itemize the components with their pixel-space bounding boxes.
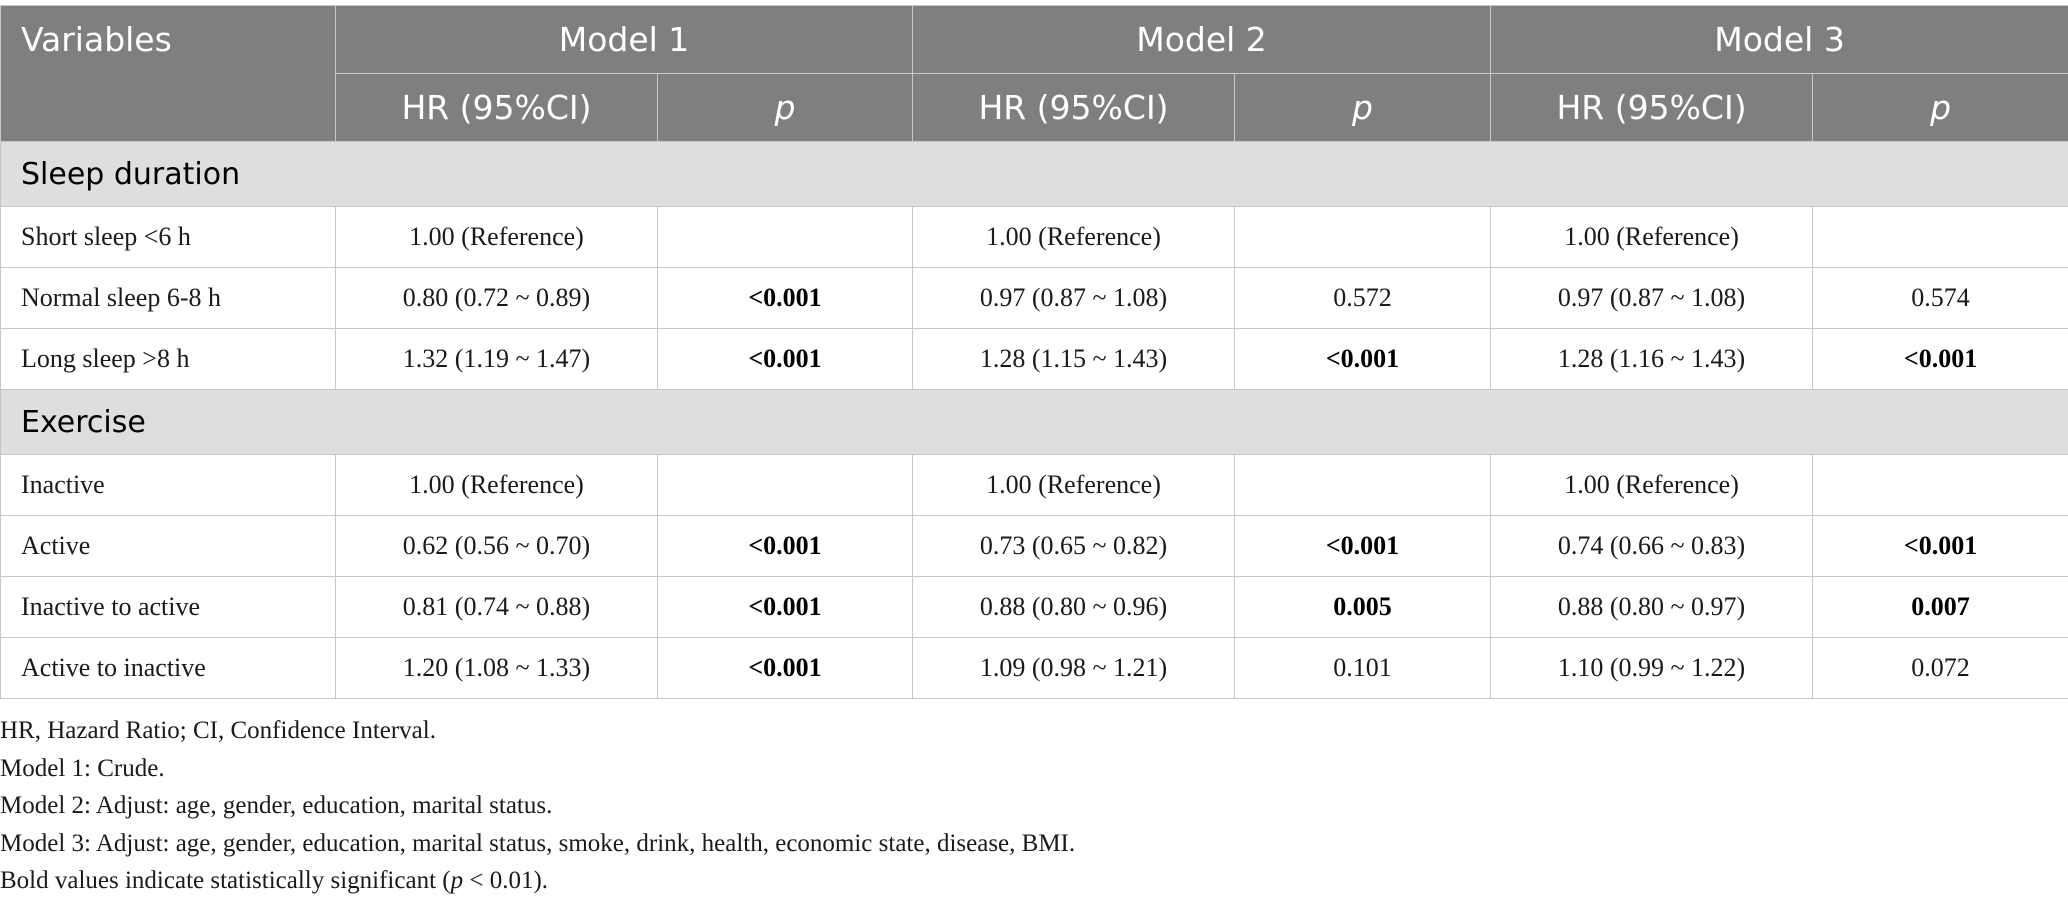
model-1-p-cell (658, 455, 913, 516)
model-1-hr-cell: 1.20 (1.08 ~ 1.33) (336, 638, 658, 699)
row-label: Active (1, 516, 336, 577)
row-label: Long sleep >8 h (1, 329, 336, 390)
header-hr: HR (95%CI) (913, 74, 1235, 142)
model-1-p-cell: <0.001 (658, 577, 913, 638)
model-1-p-cell (658, 207, 913, 268)
results-table (0, 5, 2068, 699)
footnote-abbreviations: HR, Hazard Ratio; CI, Confidence Interval. (0, 717, 436, 744)
footnote-model-2: Model 2: Adjust: age, gender, education, marital status. (0, 792, 553, 819)
table-row (1, 268, 2068, 329)
model-2-p-cell: 0.572 (1235, 268, 1491, 329)
row-label: Inactive to active (1, 577, 336, 638)
model-3-p-cell: 0.072 (1813, 638, 2068, 699)
row-label: Short sleep <6 h (1, 207, 336, 268)
header-hr: HR (95%CI) (1491, 74, 1813, 142)
section-title: Exercise (1, 390, 2068, 455)
section-title: Sleep duration (1, 142, 2068, 207)
model-3-p-cell (1813, 455, 2068, 516)
row-label: Inactive (1, 455, 336, 516)
header-row-models (1, 6, 2068, 74)
model-1-p-cell: <0.001 (658, 329, 913, 390)
model-2-p-cell: 0.005 (1235, 577, 1491, 638)
model-2-hr-cell: 1.28 (1.15 ~ 1.43) (913, 329, 1235, 390)
table-row (1, 577, 2068, 638)
header-hr: HR (95%CI) (336, 74, 658, 142)
model-2-p-cell (1235, 455, 1491, 516)
table-body (1, 142, 2068, 699)
header-p: p (658, 74, 913, 142)
model-2-p-cell: <0.001 (1235, 516, 1491, 577)
model-3-p-cell (1813, 207, 2068, 268)
model-1-p-cell: <0.001 (658, 516, 913, 577)
model-2-hr-cell: 0.97 (0.87 ~ 1.08) (913, 268, 1235, 329)
table-footnotes (0, 712, 1075, 900)
model-1-hr-cell: 0.62 (0.56 ~ 0.70) (336, 516, 658, 577)
model-1-hr-cell: 0.81 (0.74 ~ 0.88) (336, 577, 658, 638)
table-row (1, 455, 2068, 516)
section-row (1, 390, 2068, 455)
model-3-hr-cell: 1.10 (0.99 ~ 1.22) (1491, 638, 1813, 699)
footnote-bold-prefix: Bold values indicate statistically significant ( (0, 867, 451, 894)
model-3-p-cell: <0.001 (1813, 329, 2068, 390)
header-model-1: Model 1 (336, 6, 913, 74)
header-p: p (1813, 74, 2068, 142)
table-row (1, 329, 2068, 390)
model-3-hr-cell: 1.00 (Reference) (1491, 207, 1813, 268)
header-variables: Variables (1, 6, 336, 142)
model-3-hr-cell: 0.97 (0.87 ~ 1.08) (1491, 268, 1813, 329)
table-row (1, 638, 2068, 699)
model-3-p-cell: <0.001 (1813, 516, 2068, 577)
model-1-hr-cell: 0.80 (0.72 ~ 0.89) (336, 268, 658, 329)
model-2-hr-cell: 1.09 (0.98 ~ 1.21) (913, 638, 1235, 699)
footnote-model-1: Model 1: Crude. (0, 754, 165, 782)
footnote-model-3: Model 3: Adjust: age, gender, education, marital status, smoke, drink, health, economic state, disease, BMI. (0, 829, 1076, 857)
model-2-p-cell: <0.001 (1235, 329, 1491, 390)
footnote-bold-values (0, 862, 1075, 900)
model-2-hr-cell: 0.88 (0.80 ~ 0.96) (913, 577, 1235, 638)
model-1-hr-cell: 1.32 (1.19 ~ 1.47) (336, 329, 658, 390)
footnote-bold-suffix: < 0.01). (463, 867, 549, 894)
table-row (1, 207, 2068, 268)
footnote-bold-p: p (450, 867, 464, 894)
model-3-hr-cell: 1.00 (Reference) (1491, 455, 1813, 516)
model-1-p-cell: <0.001 (658, 268, 913, 329)
section-row (1, 142, 2068, 207)
model-3-hr-cell: 0.74 (0.66 ~ 0.83) (1491, 516, 1813, 577)
model-2-hr-cell: 1.00 (Reference) (913, 207, 1235, 268)
model-3-p-cell: 0.574 (1813, 268, 2068, 329)
model-2-hr-cell: 1.00 (Reference) (913, 455, 1235, 516)
model-1-p-cell: <0.001 (658, 638, 913, 699)
model-2-p-cell (1235, 207, 1491, 268)
model-1-hr-cell: 1.00 (Reference) (336, 455, 658, 516)
header-model-3: Model 3 (1491, 6, 2068, 74)
row-label: Active to inactive (1, 638, 336, 699)
model-2-hr-cell: 0.73 (0.65 ~ 0.82) (913, 516, 1235, 577)
header-model-2: Model 2 (913, 6, 1491, 74)
header-p: p (1235, 74, 1491, 142)
table-row (1, 516, 2068, 577)
model-3-p-cell: 0.007 (1813, 577, 2068, 638)
model-1-hr-cell: 1.00 (Reference) (336, 207, 658, 268)
row-label: Normal sleep 6-8 h (1, 268, 336, 329)
model-3-hr-cell: 1.28 (1.16 ~ 1.43) (1491, 329, 1813, 390)
model-3-hr-cell: 0.88 (0.80 ~ 0.97) (1491, 577, 1813, 638)
model-2-p-cell: 0.101 (1235, 638, 1491, 699)
